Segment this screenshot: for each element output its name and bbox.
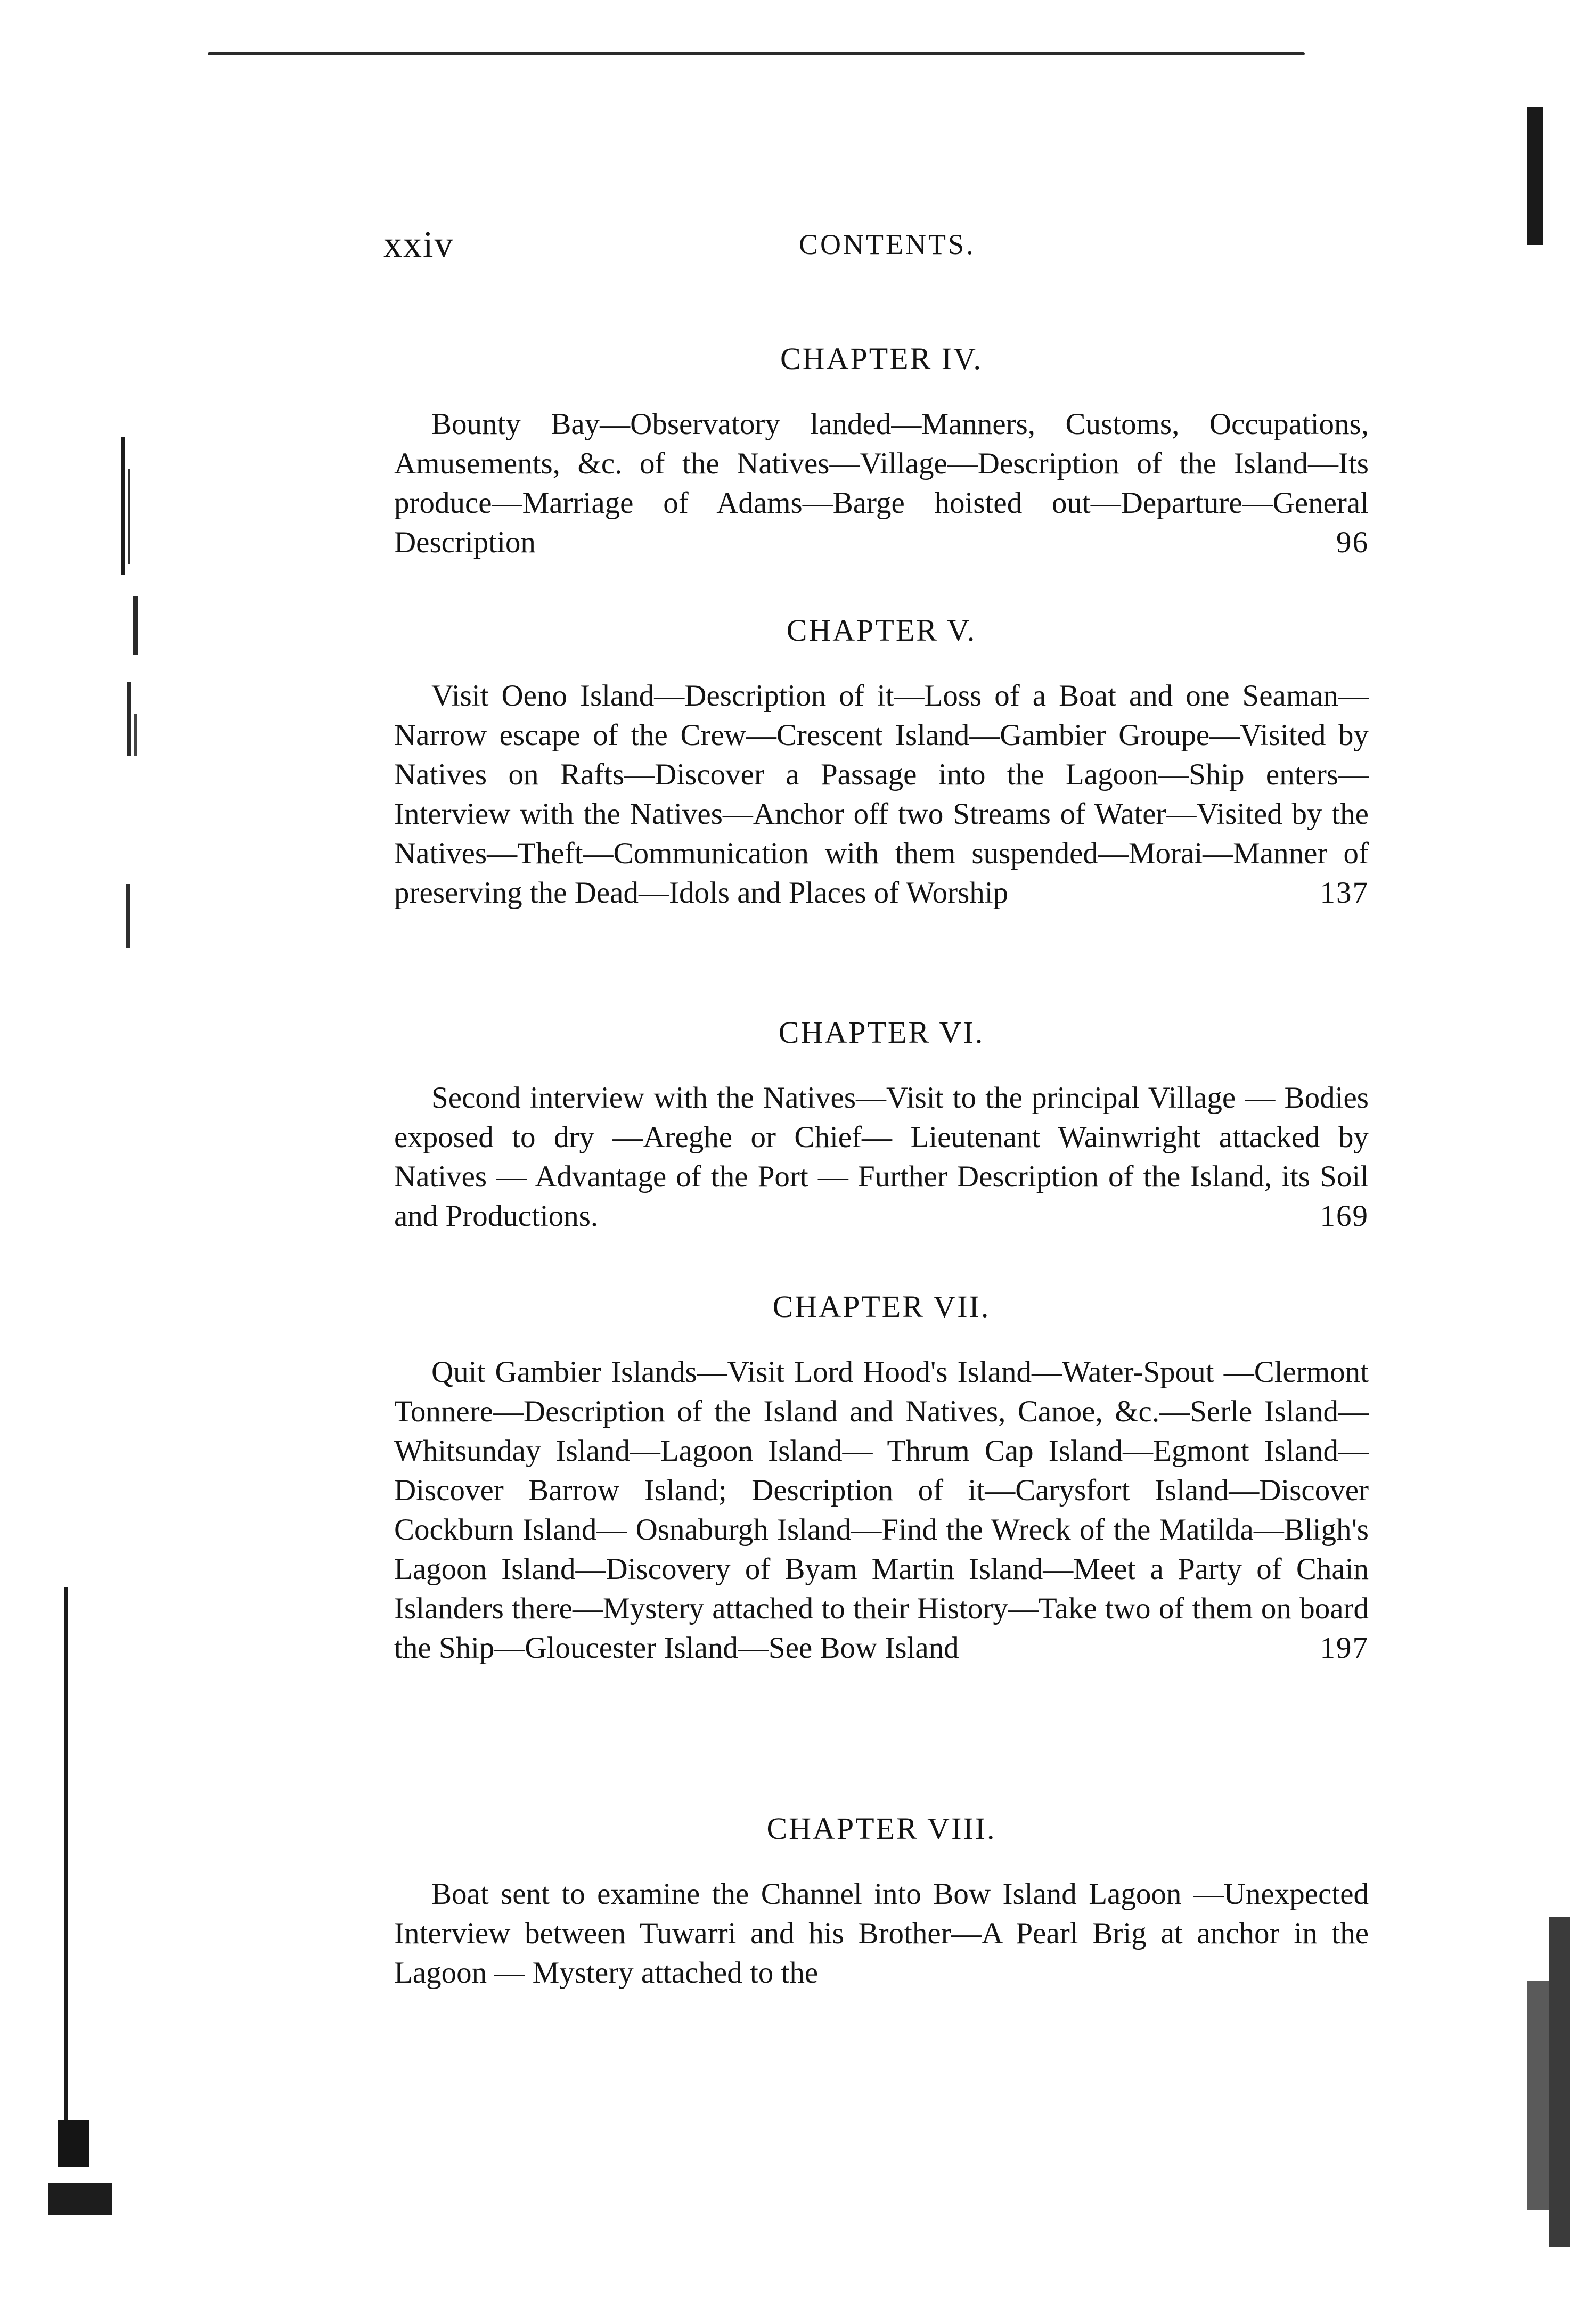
chapter-text: Boat sent to examine the Channel into Bow Island Lagoon —Unexpected Interview between Tuwarri and his Brother—A Pearl Brig at anchor in the Lagoon — Mystery attached to the (394, 1877, 1369, 1990)
chapter-summary (394, 676, 1369, 913)
chapter-page-ref: 137 (1320, 876, 1369, 910)
chapter-summary (394, 1353, 1369, 1668)
chapter-heading: CHAPTER V. (786, 613, 977, 648)
chapter-heading: CHAPTER VIII. (766, 1811, 996, 1846)
chapter-heading: CHAPTER VII. (772, 1289, 991, 1324)
top-rule (208, 52, 1305, 55)
chapter-text: Visit Oeno Island—Description of it—Loss of a Boat and one Seaman—Narrow escape of the Crew—Crescent Island—Gambier Groupe—Visited by Natives on Rafts—Discover a Passage into the Lagoon—Ship enters—Interview with the Natives—Anchor off two Streams of Water—Visited by the Natives—Theft—Communication with them suspended—Morai—Manner of preserving the Dead—Idols and Places of Worship (394, 679, 1369, 910)
chapter-page-ref: 197 (1320, 1631, 1369, 1665)
page-header (383, 224, 1379, 272)
chapter-text: Second interview with the Natives—Visit to the principal Village — Bodies exposed to dry —Areghe or Chief— Lieutenant Wainwright attacked by Natives — Advantage of the Port — Further Description of the Island, its Soil and Productions. (394, 1081, 1369, 1233)
chapter-text: Bounty Bay—Observatory landed—Manners, Customs, Occupations, Amusements, &c. of the Natives—Village—Description of the Island—Its produce—Marriage of Adams—Barge hoisted out—Departure—General Description (394, 407, 1369, 559)
chapter-page-ref: 169 (1320, 1199, 1369, 1233)
chapter-page-ref: 96 (1336, 526, 1369, 559)
chapter-text: Quit Gambier Islands—Visit Lord Hood's Island—Water-Spout —Clermont Tonnere—Description of the Island and Natives, Canoe, &c.—Serle Island—Whitsunday Island—Lagoon Island— Thrum Cap Island—Egmont Island—Discover Barrow Island; Description of it—Carysfort Island—Discover Cockburn Island— Osnaburgh Island—Find the Wreck of the Matilda—Bligh's Lagoon Island—Discovery of Byam Martin Island—Meet a Party of Chain Islanders there—Mystery attached to their History—Take two of them on board the Ship—Gloucester Island—See Bow Island (394, 1355, 1369, 1665)
page-number: xxiv (383, 224, 454, 265)
chapter-summary (394, 1078, 1369, 1236)
left-scan-edge (0, 0, 176, 2324)
chapter-heading: CHAPTER IV. (780, 341, 983, 376)
chapter-summary (394, 405, 1369, 562)
right-scan-edge (1448, 0, 1586, 2324)
running-head: CONTENTS. (799, 228, 976, 260)
chapter-summary (394, 1875, 1369, 1993)
chapter-heading: CHAPTER VI. (778, 1015, 985, 1050)
